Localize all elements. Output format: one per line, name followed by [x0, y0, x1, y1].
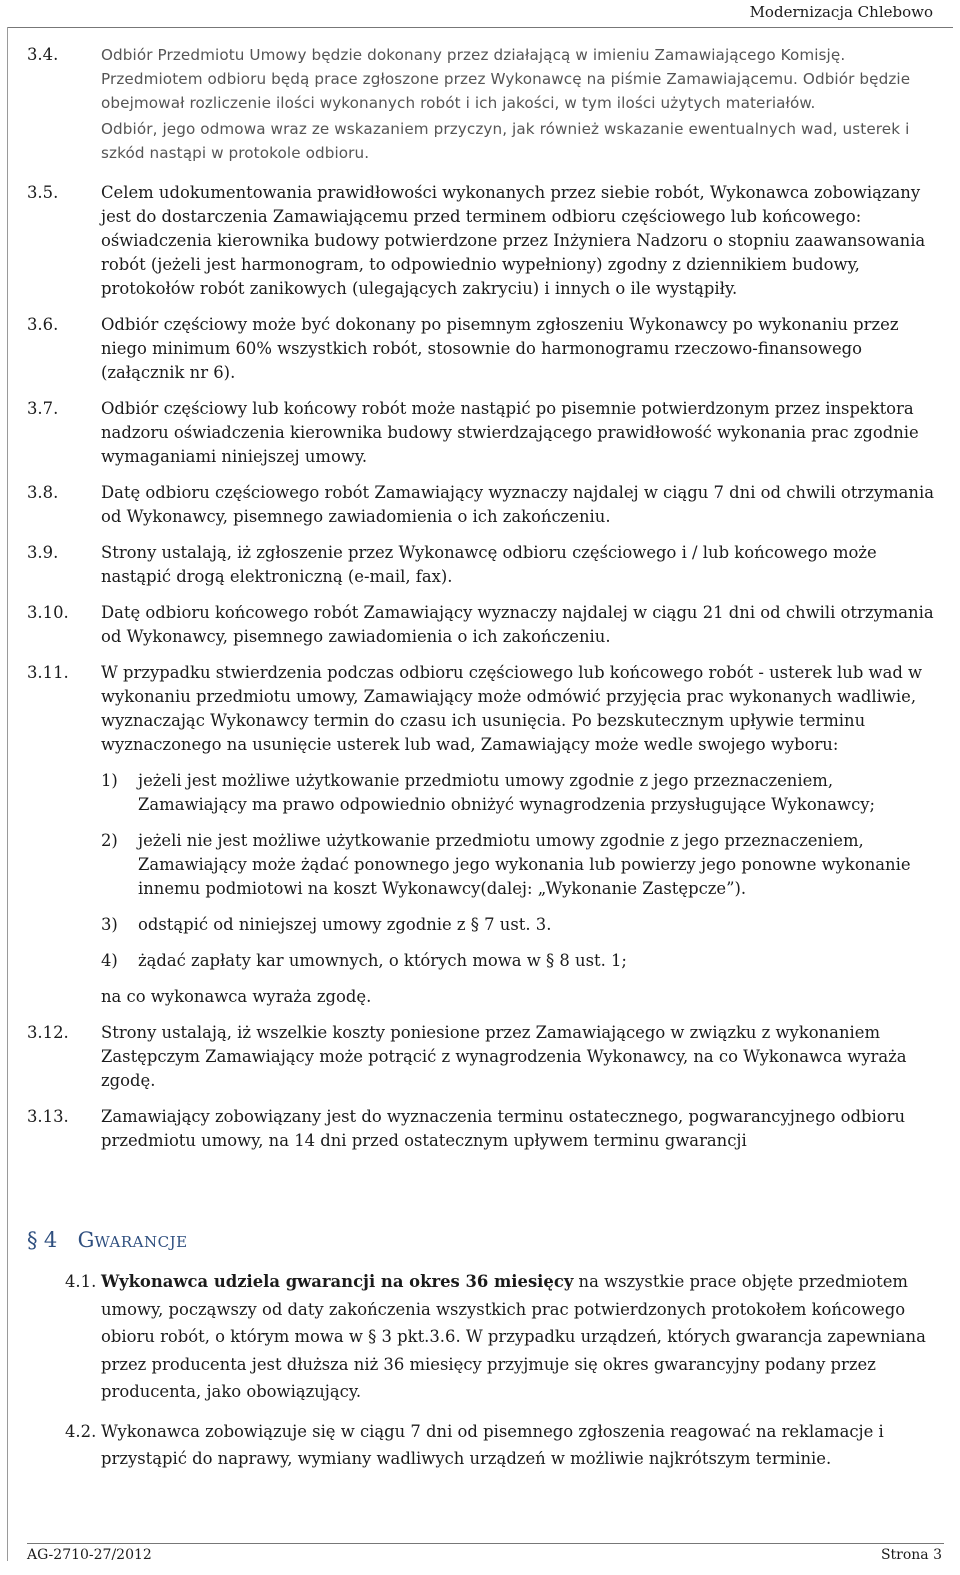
paragraph-text-rest: na wszystkie prace objęte przedmiotem umowy, począwszy od daty zakończenia wszystkich prac potwierdzonych protokołem końcowego obioru robót, o którym mowa w § 3 pkt.3.6. W przypadku urządzeń, których gwarancja zapewniana przez producenta jest dłuższa niż 36 miesięcy przyjmuje się okres gwarancyjny podany przez producenta, jako obowiązujący. [101, 1272, 926, 1401]
paragraph-text-2: Odbiór, jego odmowa wraz ze wskazaniem przyczyn, jak również wskazanie ewentualnych wad, usterek i szkód nastąpi w protokole odbioru. [101, 120, 910, 162]
paragraph-number: 3.6. [27, 315, 59, 334]
list-item-number: 1) [101, 771, 118, 790]
paragraph-number: 3.5. [27, 183, 59, 202]
header-title: Modernizacja Chlebowo [749, 3, 933, 21]
section-symbol: § [27, 1228, 38, 1252]
paragraph-text: Datę odbioru częściowego robót Zamawiający wyznaczy najdalej w ciągu 7 dni od chwili otrzymania od Wykonawcy, pisemnego zawiadomienia o ich zakończeniu. [101, 483, 934, 526]
paragraph-4-2 [0, 1418, 960, 1473]
paragraph-3-11 [0, 661, 960, 757]
paragraph-number: 4.1. [65, 1272, 97, 1291]
paragraph-text: Strony ustalają, iż zgłoszenie przez Wykonawcę odbioru częściowego i / lub końcowego może nastąpić drogą elektroniczną (e-mail, fax). [101, 543, 877, 586]
section-number: 4 [43, 1228, 58, 1252]
paragraph-3-10 [0, 601, 960, 649]
paragraph-text: Zamawiający zobowiązany jest do wyznaczenia terminu ostatecznego, pogwarancyjnego odbioru przedmiotu umowy, na 14 dni przed ostatecznym upływem terminu gwarancji [101, 1107, 905, 1150]
section-heading [27, 1228, 188, 1252]
bold-phrase: Wykonawca udziela gwarancji na okres 36 miesięcy [101, 1272, 574, 1291]
paragraph-text: Celem udokumentowania prawidłowości wykonanych przez siebie robót, Wykonawca zobowiązany jest do dostarczenia Zamawiającemu przed terminem odbioru częściowego lub końcowego: oświadczenia kierownika budowy potwierdzone przez Inżyniera Nadzoru o stopniu zaawansowania robót (jeżeli jest harmonogram, to odpowiednio wypełniony) zgodny z dziennikiem budowy, protokołów robót zanikowych (ulegających zakryciu) i innych o ile wystąpiły. [101, 183, 926, 298]
paragraph-text: Odbiór częściowy lub końcowy robót może nastąpić po pisemnie potwierdzonym przez inspektora nadzoru oświadczenia kierownika budowy stwierdzającego prawidłowość wykonania prac zgodnie wymaganiami niniejszej umowy. [101, 399, 919, 466]
list-item-text: żądać zapłaty kar umownych, o których mowa w § 8 ust. 1; [138, 951, 627, 970]
paragraph-text: Strony ustalają, iż wszelkie koszty poniesione przez Zamawiającego w związku z wykonaniem Zastępczym Zamawiający może potrącić z wynagrodzenia Wykonawcy, na co Wykonawca wyraża zgodę. [101, 1023, 907, 1090]
list-tail [0, 985, 960, 1009]
paragraph-text: Wykonawca zobowiązuje się w ciągu 7 dni od pisemnego zgłoszenia reagować na reklamacje i przystąpić do naprawy, wymiany wadliwych urządzeń w możliwie najkrótszym terminie. [101, 1421, 884, 1468]
paragraph-3-5 [0, 181, 960, 301]
section-title-initial: G [77, 1228, 95, 1252]
list-item-text: jeżeli jest możliwe użytkowanie przedmiotu umowy zgodnie z jego przeznaczeniem, Zamawiający ma prawo odpowiednio obniżyć wynagrodzenia przysługujące Wykonawcy; [138, 771, 876, 814]
list-item-number: 4) [101, 951, 118, 970]
paragraph-number: 3.10. [27, 603, 69, 622]
paragraph-3-6 [0, 313, 960, 385]
paragraph-number: 3.7. [27, 399, 59, 418]
paragraph-number: 4.2. [65, 1421, 97, 1441]
paragraph-3-12 [0, 1021, 960, 1093]
section-title-rest: WARANCJE [94, 1233, 188, 1251]
list-item-text: jeżeli nie jest możliwe użytkowanie przedmiotu umowy zgodnie z jego przeznaczeniem, Zamawiający może żądać ponownego jego wykonania lub powierzy jego ponowne wykonanie innemu podmiotowi na koszt Wykonawcy(dalej: „Wykonanie Zastępcze”). [138, 831, 911, 898]
paragraph-number: 3.9. [27, 543, 59, 562]
list-item-text: odstąpić od niniejszej umowy zgodnie z § 7 ust. 3. [138, 915, 552, 934]
footer-document-id: AG-2710-27/2012 [27, 1547, 152, 1563]
paragraph-text: Datę odbioru końcowego robót Zamawiający wyznaczy najdalej w ciągu 21 dni od chwili otrzymania od Wykonawcy, pisemnego zawiadomienia o ich zakończeniu. [101, 603, 934, 646]
list-item [0, 949, 960, 973]
list-item [0, 829, 960, 901]
paragraph-3-13 [0, 1105, 960, 1153]
paragraph-4-1 [0, 1268, 960, 1406]
paragraph-number: 3.4. [27, 45, 59, 64]
footer-page-number: Strona 3 [880, 1547, 942, 1563]
paragraph-3-8 [0, 481, 960, 529]
paragraph-text: Odbiór Przedmiotu Umowy będzie dokonany przez działającą w imieniu Zamawiającego Komisję. Przedmiotem odbioru będą prace zgłoszone przez Wykonawcę na piśmie Zamawiającemu. Odbiór będzie obejmował rozliczenie ilości wykonanych robót i ich jakości, w tym ilości użytych materiałów. [101, 46, 911, 112]
list-item [0, 913, 960, 937]
guarantee-section [0, 1268, 960, 1473]
document-body [0, 28, 960, 1153]
paragraph-3-4 [0, 43, 960, 165]
paragraph-number: 3.11. [27, 663, 69, 682]
paragraph-text: Odbiór częściowy może być dokonany po pisemnym zgłoszeniu Wykonawcy po wykonaniu przez niego minimum 60% wszystkich robót, stosownie do harmonogramu rzeczowo-finansowego (załącznik nr 6). [101, 315, 899, 382]
paragraph-3-9 [0, 541, 960, 589]
paragraph-text [101, 1268, 940, 1406]
list-item-number: 2) [101, 831, 118, 850]
paragraph-3-7 [0, 397, 960, 469]
paragraph-number: 3.8. [27, 483, 59, 502]
list-tail-text: na co wykonawca wyraża zgodę. [101, 987, 372, 1006]
paragraph-number: 3.12. [27, 1023, 69, 1042]
paragraph-number: 3.13. [27, 1107, 69, 1126]
list-item-number: 3) [101, 915, 118, 934]
footer-rule [27, 1543, 944, 1544]
paragraph-text: W przypadku stwierdzenia podczas odbioru częściowego lub końcowego robót - usterek lub wad w wykonaniu przedmiotu umowy, Zamawiający może odmówić przyjęcia prac wykonanych wadliwie, wyznaczając Wykonawcy termin do czasu ich usunięcia. Po bezskutecznym upływie terminu wyznaczonego na usunięcie usterek lub wad, Zamawiający może wedle swojego wyboru: [101, 663, 923, 754]
list-item [0, 769, 960, 817]
